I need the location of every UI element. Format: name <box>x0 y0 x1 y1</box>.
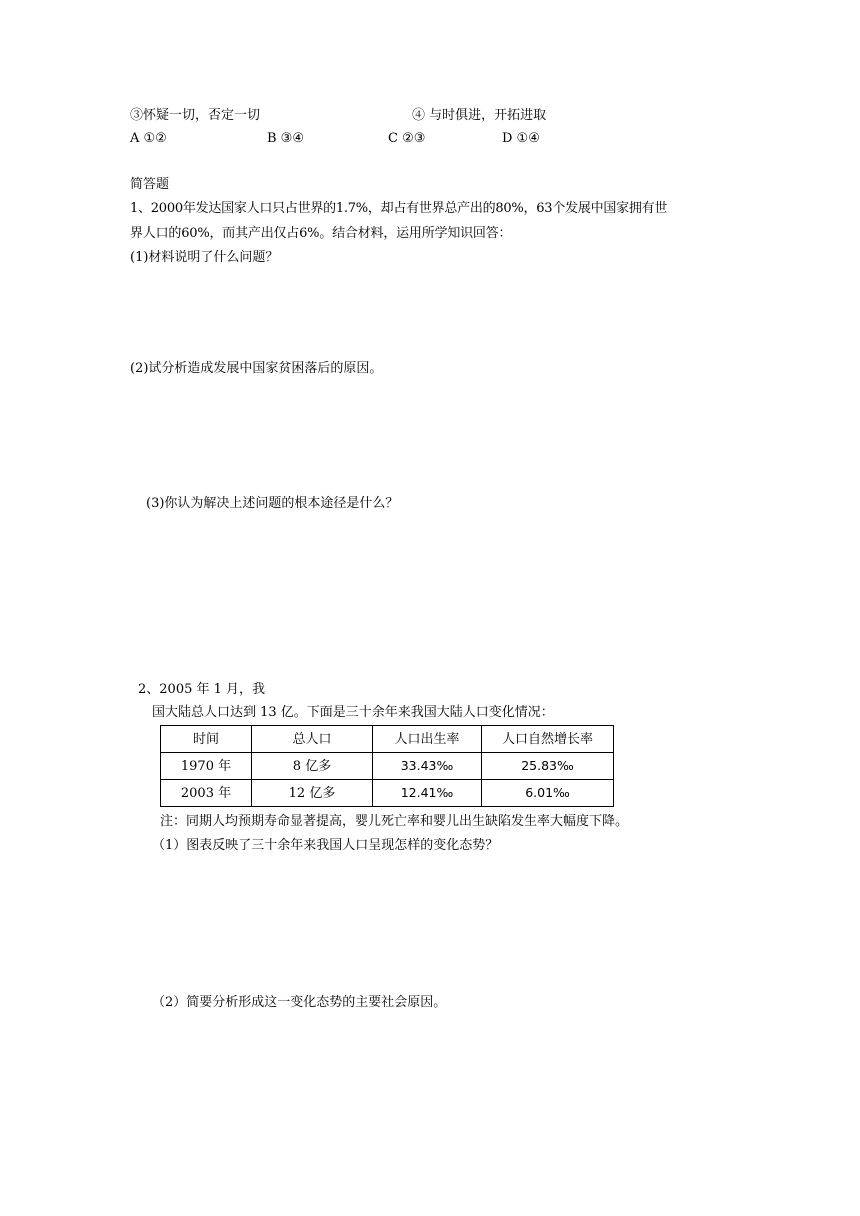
q1-stem-line-2: 界人口的60%，而其产出仅占6%。结合材料，运用所学知识回答： <box>130 226 512 241</box>
choice-item-3: ③怀疑一切，否定一切 <box>130 108 261 123</box>
q1-sub-question-3: (3)你认为解决上述问题的根本途径是什么？ <box>146 496 399 511</box>
table-header-row <box>161 726 614 753</box>
table-cell: 12.41‰ <box>373 780 482 807</box>
q2-sub-question-1: （1）图表反映了三十余年来我国人口呈现怎样的变化态势？ <box>152 838 499 853</box>
q2-stem-line-2: 国大陆总人口达到 13 亿。下面是三十余年来我国大陆人口变化情况： <box>152 705 554 720</box>
table-cell: 33.43‰ <box>373 753 482 780</box>
table-cell: 25.83‰ <box>482 753 614 780</box>
table-header-cell: 人口自然增长率 <box>482 726 614 753</box>
option-c: C ②③ <box>388 131 426 146</box>
q1-stem-line-1: 1、2000年发达国家人口只占世界的1.7%，却占有世界总产出的80%，63个发展中国家拥有世 <box>130 201 668 216</box>
population-table <box>160 725 614 807</box>
table-cell: 8 亿多 <box>252 753 373 780</box>
table-header-cell: 人口出生率 <box>373 726 482 753</box>
q1-sub-question-1: (1)材料说明了什么问题？ <box>130 250 279 265</box>
q2-stem-line-1: 2、2005 年 1 月，我 <box>138 682 266 697</box>
table-cell: 1970 年 <box>161 753 252 780</box>
option-d: D ①④ <box>502 131 540 146</box>
table-note: 注：同期人均预期寿命显著提高，婴儿死亡率和婴儿出生缺陷发生率大幅度下降。 <box>160 814 629 829</box>
table-cell: 2003 年 <box>161 780 252 807</box>
q2-sub-question-2: （2）简要分析形成这一变化态势的主要社会原因。 <box>152 995 447 1010</box>
choice-item-4: ④ 与时俱进，开拓进取 <box>412 108 547 123</box>
q1-sub-question-2: (2)试分析造成发展中国家贫困落后的原因。 <box>130 361 383 376</box>
table-row <box>161 780 614 807</box>
table-header-cell: 总人口 <box>252 726 373 753</box>
option-b: B ③④ <box>267 131 304 146</box>
table-cell: 6.01‰ <box>482 780 614 807</box>
table-header-cell: 时间 <box>161 726 252 753</box>
table-cell: 12 亿多 <box>252 780 373 807</box>
option-a: A ①② <box>130 131 167 146</box>
table-row <box>161 753 614 780</box>
section-title: 简答题 <box>130 177 170 192</box>
